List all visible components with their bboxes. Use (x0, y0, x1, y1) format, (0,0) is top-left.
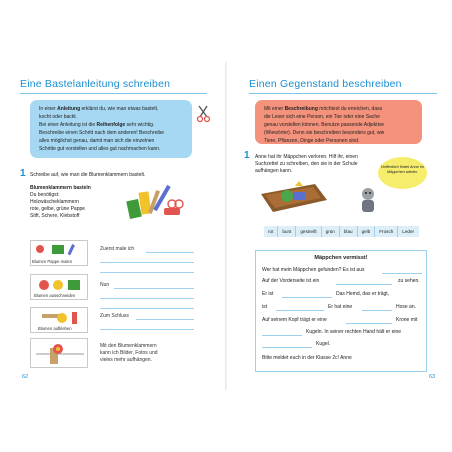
info-text: sehr wichtig. (125, 122, 155, 128)
info-text: möchtest du erreichen, dass (317, 106, 383, 112)
word-bank-item: gestreift (296, 226, 321, 237)
answer-line[interactable] (146, 252, 194, 253)
word-bank-item: gelb (358, 226, 376, 237)
answer-prompt: Nun (100, 282, 110, 288)
left-title-underline (20, 93, 207, 94)
thumbnail-caption: Blumen ausschneiden (34, 293, 76, 298)
info-highlight: Anleitung (57, 106, 81, 112)
left-page-title: Eine Bastelanleitung schreiben (20, 78, 171, 90)
answer-prompt: Zum Schluss (100, 313, 129, 319)
materials-line: Holzwäscheklammern (30, 199, 79, 205)
word-bank-item: rot (264, 226, 278, 237)
page-number: 62 (22, 374, 29, 380)
materials-list (30, 185, 120, 220)
finished-clip-icon (32, 340, 88, 368)
info-text: erklärst du, wie man etwas bastelt, (80, 106, 159, 112)
craft-materials-illustration (124, 180, 186, 220)
answer-prompt: Zuerst male ich (100, 246, 135, 252)
info-text: (Wiewörter). Denn sie beschreiben besonders gut, wie (264, 130, 385, 136)
answer-line[interactable] (114, 288, 194, 289)
notice-text: zu sehen. (398, 278, 420, 284)
info-text: Mit einer (264, 106, 285, 112)
info-text: Tiere, Pflanzen, Dinge oder Personen sind. (264, 138, 360, 144)
glue-flowers-icon (32, 310, 88, 326)
info-highlight: Beschreibung (284, 106, 318, 112)
thumbnail-caption: Blumen aufkleben (38, 326, 72, 331)
fill-in-blank[interactable] (262, 335, 302, 336)
fill-in-blank[interactable] (346, 323, 392, 324)
right-title-underline (249, 93, 437, 94)
pencil-case-illustration (257, 178, 329, 218)
fill-in-blank[interactable] (262, 347, 312, 348)
notice-text: Wer hat mein Mäppchen gefunden? Es ist aus (262, 267, 365, 273)
answer-line[interactable] (100, 272, 194, 273)
notice-text: Kugel. (316, 341, 331, 347)
page-number: 63 (429, 374, 436, 380)
answer-line[interactable] (100, 262, 194, 263)
word-bank-item: Frosch (375, 226, 398, 237)
step-instruction: Schreibe auf, wie man die Blumenklammern bastelt. (30, 172, 146, 178)
thumbnail-caption: Blumen Pappe malen (32, 259, 73, 264)
info-text: die Leser sich eine Person, ein Tier oder eine Sache (264, 114, 380, 120)
materials-line: Du benötigst: (30, 192, 60, 198)
materials-heading: Blumenklammern basteln (30, 185, 91, 191)
word-bank-item: Leder (402, 229, 415, 234)
answer-line[interactable] (100, 329, 194, 330)
info-text: In einer (39, 106, 58, 112)
flower-template-icon (32, 243, 88, 257)
notice-text: Auf seinem Kopf trägt er eine (262, 317, 327, 323)
word-bank-item: blau (340, 226, 358, 237)
step-number: 1 (20, 168, 26, 179)
answer-prompt (100, 343, 158, 364)
right-info-box (255, 100, 422, 144)
info-text: kocht oder backt. (39, 114, 78, 120)
notice-text: Krone mit (396, 317, 418, 323)
word-bank (264, 226, 419, 237)
answer-line[interactable] (100, 308, 194, 309)
materials-line: rote, gelbe, grüne Pappe (30, 206, 86, 212)
instruction-line: Anne hat ihr Mäppchen verloren. Hilf ihr, einen (255, 154, 358, 160)
notice-text: Das Hemd, das er trägt, (336, 291, 390, 297)
word-bank-item: bunt (278, 226, 296, 237)
cut-flowers-icon (32, 277, 88, 293)
fill-in-blank[interactable] (282, 297, 332, 298)
speech-bubble: Hoffentlich findet Anne ihr Mäppchen wieder. (378, 157, 427, 189)
step-thumbnail (30, 338, 88, 368)
info-text: alles möglichst genau, damit man sich die einzelnen (39, 138, 155, 144)
info-text: Schritte gut vorstellen und alles gut nachmachen kann. (39, 146, 161, 152)
notice-text: Bitte meldet euch in der Klasse 2c! Anne (262, 355, 352, 361)
fill-in-blank[interactable] (362, 310, 392, 311)
lost-notice (255, 250, 427, 372)
prompt-line: kann ich Bilder, Fotos und (100, 350, 158, 356)
word-bank-item: grün (322, 226, 340, 237)
notice-text: Auf der Vorderseite ist ein (262, 278, 320, 284)
fill-in-blank[interactable] (276, 310, 324, 311)
answer-line[interactable] (100, 298, 194, 299)
fill-in-blank[interactable] (336, 284, 392, 285)
info-highlight: Reihenfolge (96, 122, 126, 128)
notice-text: Er hat eine (328, 304, 353, 310)
notice-text: Er ist (262, 291, 274, 297)
info-text: Beschreibe einen Schritt nach dem anderen! Beschreibe (39, 130, 165, 136)
notice-text: ist (262, 304, 267, 310)
step-number: 1 (244, 150, 250, 161)
answer-line[interactable] (136, 319, 194, 320)
info-text: genau vorstellen können. Benutze passende Adjektive (264, 122, 385, 128)
scissors-icon (196, 104, 212, 124)
info-text: Bei einer Anleitung ist die (39, 122, 97, 128)
notice-text: Hose an. (396, 304, 417, 310)
prompt-line: vieles mehr aufhängen. (100, 357, 152, 363)
notice-title: Mäppchen vermisst! (314, 255, 368, 261)
left-page (0, 62, 225, 390)
instruction-line: aufhängen kann. (255, 168, 293, 174)
step-instruction (255, 154, 373, 175)
girl-character-icon (357, 186, 379, 216)
right-page-title: Einen Gegenstand beschreiben (249, 78, 402, 90)
right-page (227, 62, 452, 390)
materials-line: Stift, Schere, Klebstoff (30, 213, 80, 219)
notice-text: Kugeln. In seiner rechten Hand hält er eine (306, 329, 402, 335)
prompt-line: Mit den Blumenklammern (100, 343, 157, 349)
left-info-box (30, 100, 192, 158)
instruction-line: Suchzettel zu schreiben, den sie in der Schule (255, 161, 358, 167)
book-spread (0, 62, 452, 390)
fill-in-blank[interactable] (382, 273, 422, 274)
